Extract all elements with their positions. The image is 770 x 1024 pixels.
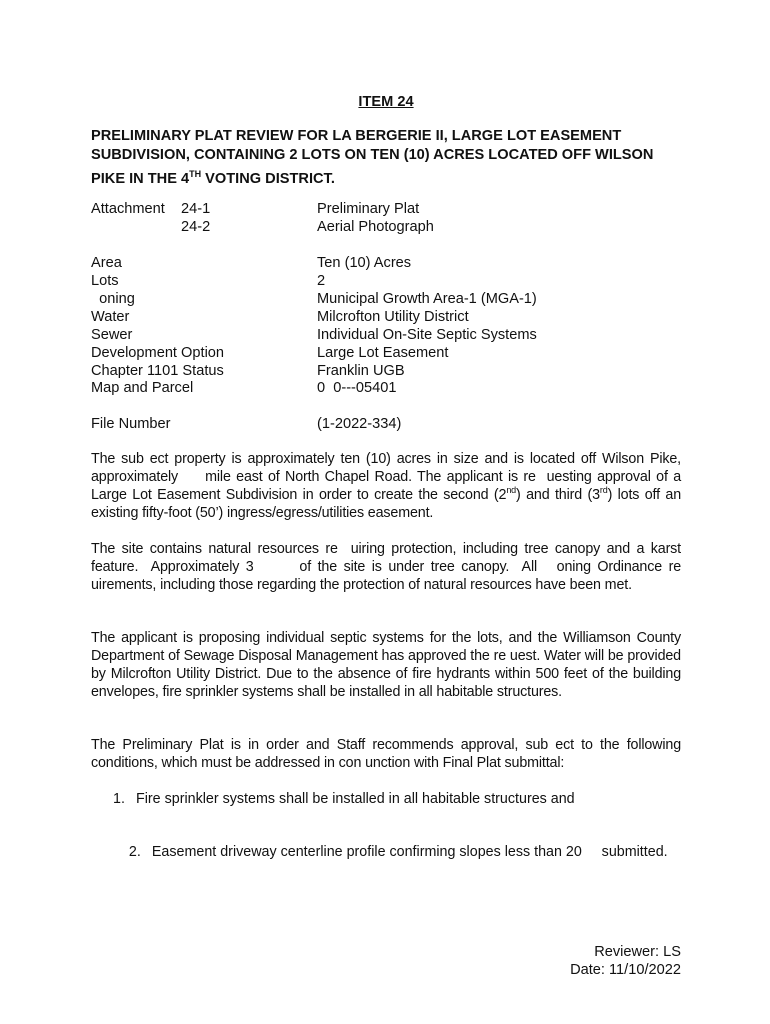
condition-item: [113, 790, 575, 808]
detail-label: Map and Parcel: [91, 380, 194, 396]
reviewer-line: Reviewer: LS: [594, 944, 681, 960]
detail-value: Large Lot Easement: [317, 345, 449, 361]
detail-value: 0 0---05401: [317, 380, 397, 396]
detail-label: Area: [91, 255, 122, 271]
paragraph-septic-water: The applicant is proposing individual septic systems for the lots, and the Williamson County Department of Sewage Disposal Management has approved the re uest. Water will be provided by Milcrofton Utility District. Due to the absence of fire hydrants within 500 feet of the building envelopes, fire sprinkler systems shall be installed in all habitable structures.: [91, 630, 681, 700]
detail-label: Sewer: [91, 327, 133, 343]
paragraph-text: The sub ect property is approximately ten (10) acres in size and is located off Wilson Pike, approximately mile east of North Chapel Road. The applicant is re uesting approval of a Large Lot Easement Subdivision in order to create the second (2: [91, 451, 685, 503]
detail-label: Lots: [91, 273, 119, 289]
file-number-label: File Number: [91, 416, 171, 432]
detail-label: oning: [91, 291, 135, 307]
condition-number: 1.: [113, 791, 125, 807]
detail-value: Franklin UGB: [317, 363, 405, 379]
condition-item: [113, 825, 668, 879]
detail-value: Ten (10) Acres: [317, 255, 412, 271]
detail-value: Milcrofton Utility District: [317, 309, 469, 325]
condition-text: Fire sprinkler systems shall be installed in all habitable structures and: [136, 791, 575, 807]
paragraph-text: ) and third (3: [516, 487, 600, 503]
superscript: nd: [506, 485, 517, 496]
attachment-number: 24-2: [181, 219, 211, 235]
file-number-value: (1-2022-334): [317, 416, 402, 432]
detail-label: Development Option: [91, 345, 225, 361]
paragraph-natural-resources: The site contains natural resources re uiring protection, including tree canopy and a karst feature. Approximately 3 of the site is under tree canopy. All oning Ordinance re uirements, including those regarding the protection of natural resources have been met.: [91, 541, 689, 593]
paragraph-property: [91, 450, 685, 522]
detail-value: Municipal Growth Area-1 (MGA-1): [317, 291, 537, 307]
superscript: rd: [599, 485, 608, 496]
condition-text: Easement driveway centerline profile confirming slopes less than 20 submitted.: [151, 844, 668, 860]
condition-number: 2.: [128, 844, 141, 860]
attachment-title: Preliminary Plat: [317, 201, 420, 217]
detail-value: 2: [317, 273, 326, 289]
paragraph-recommendation: The Preliminary Plat is in order and Staff recommends approval, sub ect to the following conditions, which must be addressed in con unction with Final Plat submittal:: [91, 737, 681, 771]
document-heading: [91, 127, 681, 189]
attachment-label: Attachment: [91, 201, 165, 217]
attachment-number: 24-1: [181, 201, 211, 217]
detail-label: Chapter 1101 Status: [91, 363, 224, 379]
detail-label: Water: [91, 309, 130, 325]
paragraph-text: ) lots off an existing fifty-foot (50’) ingress/egress/utilities easement.: [91, 487, 685, 521]
heading-text: PRELIMINARY PLAT REVIEW FOR LA BERGERIE II, LARGE LOT EASEMENT SUBDIVISION, CONTAINING 2 LOTS ON TEN (10) ACRES LOCATED OFF WILSON PIKE IN THE 4: [91, 128, 654, 187]
date-line: Date: 11/10/2022: [570, 962, 681, 978]
heading-superscript: TH: [189, 169, 202, 179]
item-title: ITEM 24: [358, 94, 414, 110]
heading-text-end: VOTING DISTRICT.: [201, 170, 335, 187]
attachment-title: Aerial Photograph: [317, 219, 434, 235]
detail-value: Individual On-Site Septic Systems: [317, 327, 537, 343]
